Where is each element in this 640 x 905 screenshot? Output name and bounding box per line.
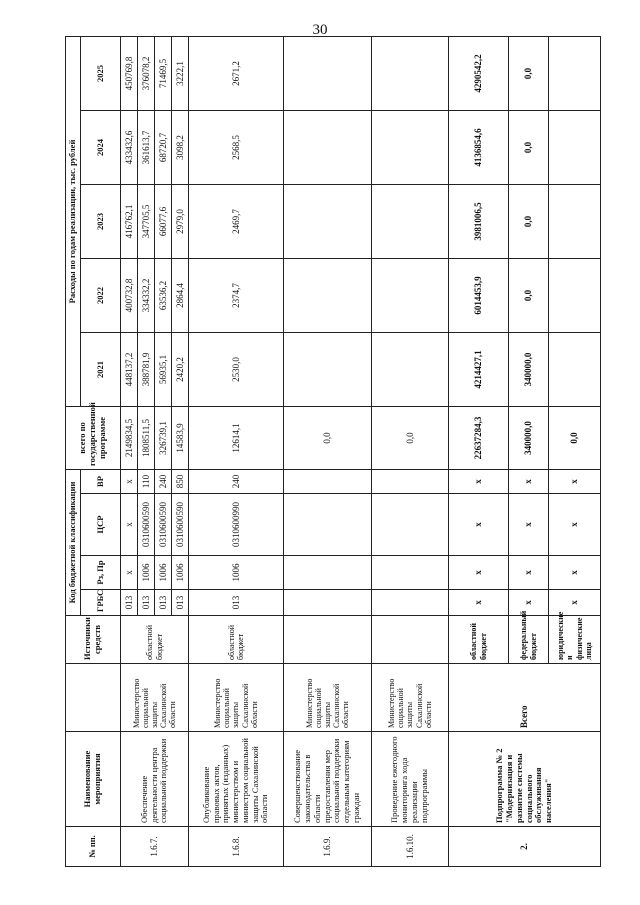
header-grbs: ГРБС bbox=[81, 590, 121, 616]
cell-year bbox=[549, 185, 601, 259]
cell-year: 4214427,1 bbox=[449, 333, 509, 407]
cell-grbs: x bbox=[549, 590, 601, 616]
cell-rzpr: 1006 bbox=[172, 556, 189, 590]
header-num: № пп. bbox=[66, 827, 121, 867]
cell-year: 56935,1 bbox=[155, 333, 172, 407]
cell-csr: 0310600590 bbox=[172, 494, 189, 556]
cell-csr: x bbox=[449, 494, 509, 556]
cell-total: 22637284,3 bbox=[449, 407, 509, 470]
cell-csr: 0310600590 bbox=[138, 494, 155, 556]
cell-year: 2671,2 bbox=[189, 36, 284, 110]
row-executor: Министерство социальной защиты Сахалинской области bbox=[121, 664, 189, 732]
row-num: 1.6.9. bbox=[284, 827, 372, 867]
row-source: областной бюджет bbox=[121, 616, 189, 664]
cell-total: 0,0 bbox=[372, 407, 449, 470]
cell-grbs: x bbox=[509, 590, 549, 616]
cell-total: 14583,9 bbox=[172, 407, 189, 470]
table-row bbox=[189, 36, 284, 866]
cell-vr: 240 bbox=[155, 470, 172, 494]
row-source: федеральный бюджет bbox=[509, 616, 549, 664]
header-name: Наименование мероприятия bbox=[66, 732, 121, 827]
cell-rzpr: x bbox=[509, 556, 549, 590]
cell-rzpr: 1006 bbox=[189, 556, 284, 590]
row-executor: Министерство социальной защиты Сахалинской области bbox=[189, 664, 284, 732]
cell-year: 400732,8 bbox=[121, 259, 138, 333]
cell-grbs: x bbox=[449, 590, 509, 616]
cell-year bbox=[549, 111, 601, 185]
cell-year: 71469,5 bbox=[155, 36, 172, 110]
row-executor: Всего bbox=[449, 664, 601, 732]
cell-csr: x bbox=[121, 494, 138, 556]
row-source: областной бюджет bbox=[189, 616, 284, 664]
cell-year: 450769,8 bbox=[121, 36, 138, 110]
cell-year: 0,0 bbox=[509, 185, 549, 259]
cell-year: 6014453,9 bbox=[449, 259, 509, 333]
cell-year: 63536,2 bbox=[155, 259, 172, 333]
header-year: 2023 bbox=[81, 185, 121, 259]
cell-year: 0,0 bbox=[509, 259, 549, 333]
cell-year: 2420,2 bbox=[172, 333, 189, 407]
cell-vr: x bbox=[549, 470, 601, 494]
row-source: юридические и физические лица bbox=[549, 616, 601, 664]
table-row bbox=[372, 36, 449, 866]
header-year: 2021 bbox=[81, 333, 121, 407]
header-sources: Источники средств bbox=[66, 616, 121, 664]
cell-rzpr: x bbox=[549, 556, 601, 590]
cell-total: 326739,1 bbox=[155, 407, 172, 470]
cell-vr: 240 bbox=[189, 470, 284, 494]
row-executor: Министерство социальной защиты Сахалинской области bbox=[372, 664, 449, 732]
cell-total: 2149834,5 bbox=[121, 407, 138, 470]
table-row bbox=[449, 36, 509, 866]
cell-grbs: 013 bbox=[172, 590, 189, 616]
cell-year: 448137,2 bbox=[121, 333, 138, 407]
cell-year: 2374,7 bbox=[189, 259, 284, 333]
header-year: 2024 bbox=[81, 111, 121, 185]
cell-year: 388781,9 bbox=[138, 333, 155, 407]
cell-year: 340000,0 bbox=[509, 333, 549, 407]
row-num: 2. bbox=[449, 827, 601, 867]
cell-grbs: 013 bbox=[138, 590, 155, 616]
cell-total: 0,0 bbox=[284, 407, 372, 470]
cell-year: 2864,4 bbox=[172, 259, 189, 333]
cell-vr: 850 bbox=[172, 470, 189, 494]
cell-year: 376078,2 bbox=[138, 36, 155, 110]
table-row bbox=[121, 36, 138, 866]
cell-year bbox=[549, 333, 601, 407]
cell-grbs: 013 bbox=[155, 590, 172, 616]
cell-vr: x bbox=[121, 470, 138, 494]
cell-year bbox=[549, 259, 601, 333]
header-rzpr: Рз, Пр bbox=[81, 556, 121, 590]
cell-vr: x bbox=[449, 470, 509, 494]
cell-rzpr: x bbox=[121, 556, 138, 590]
cell-csr: x bbox=[509, 494, 549, 556]
table-row bbox=[284, 36, 372, 866]
header-csr: ЦСР bbox=[81, 494, 121, 556]
cell-total: 1808511,5 bbox=[138, 407, 155, 470]
cell-csr: 0310600990 bbox=[189, 494, 284, 556]
page-number: 30 bbox=[312, 22, 328, 38]
cell-year: 4136854,6 bbox=[449, 111, 509, 185]
cell-year: 4290542,2 bbox=[449, 36, 509, 110]
header-kbk-group: Код бюджетной классификации bbox=[66, 470, 81, 616]
cell-year: 433432,6 bbox=[121, 111, 138, 185]
header-year: 2022 bbox=[81, 259, 121, 333]
cell-year: 0,0 bbox=[509, 111, 549, 185]
row-executor: Министерство социальной защиты Сахалинской области bbox=[284, 664, 372, 732]
row-name: Подпрограмма № 2 "Модернизация и развитие системы социального обслуживания населения" bbox=[449, 732, 601, 827]
cell-year: 361613,7 bbox=[138, 111, 155, 185]
cell-year: 416762,1 bbox=[121, 185, 138, 259]
cell-vr: 110 bbox=[138, 470, 155, 494]
cell-year: 2469,7 bbox=[189, 185, 284, 259]
row-name: Проведение ежегодного мониторинга хода реализации подпрограммы bbox=[372, 732, 449, 827]
cell-total: 340000,0 bbox=[509, 407, 549, 470]
cell-rzpr: 1006 bbox=[138, 556, 155, 590]
cell-year: 2568,5 bbox=[189, 111, 284, 185]
row-num: 1.6.7. bbox=[121, 827, 189, 867]
cell-year: 2979,0 bbox=[172, 185, 189, 259]
cell-year: 3222,1 bbox=[172, 36, 189, 110]
cell-rzpr: x bbox=[449, 556, 509, 590]
cell-year: 334332,2 bbox=[138, 259, 155, 333]
cell-year: 2530,0 bbox=[189, 333, 284, 407]
cell-year: 0,0 bbox=[509, 36, 549, 110]
header-years-group: Расходы по годам реализации, тыс. рублей bbox=[66, 36, 81, 406]
cell-csr: x bbox=[549, 494, 601, 556]
row-name: Обеспечение деятельности центра социальной поддержки bbox=[121, 732, 189, 827]
cell-year bbox=[549, 36, 601, 110]
cell-csr: 0310600590 bbox=[155, 494, 172, 556]
header-vr: ВР bbox=[81, 470, 121, 494]
row-num: 1.6.8. bbox=[189, 827, 284, 867]
row-source: областной бюджет bbox=[449, 616, 509, 664]
row-num: 1.6.10. bbox=[372, 827, 449, 867]
header-executor bbox=[66, 664, 121, 732]
cell-year: 66077,6 bbox=[155, 185, 172, 259]
header-year: 2025 bbox=[81, 36, 121, 110]
row-name: Совершенствование законодательства в области предоставления мер социальной поддержки отдельным категориям граждан bbox=[284, 732, 372, 827]
cell-vr: x bbox=[509, 470, 549, 494]
cell-year: 3981006,5 bbox=[449, 185, 509, 259]
cell-total: 0,0 bbox=[549, 407, 601, 470]
budget-table bbox=[65, 36, 601, 867]
cell-rzpr: 1006 bbox=[155, 556, 172, 590]
row-name: Опубликование правовых актов, принятых (изданных) министерством и министром социальной защиты Сахалинской области bbox=[189, 732, 284, 827]
cell-year: 347705,5 bbox=[138, 185, 155, 259]
cell-grbs: 013 bbox=[121, 590, 138, 616]
rotated-table-container bbox=[65, 37, 605, 867]
cell-year: 68720,7 bbox=[155, 111, 172, 185]
header-total: всего по государственной программе bbox=[66, 407, 121, 470]
cell-year: 3098,2 bbox=[172, 111, 189, 185]
cell-grbs: 013 bbox=[189, 590, 284, 616]
cell-total: 12614,1 bbox=[189, 407, 284, 470]
